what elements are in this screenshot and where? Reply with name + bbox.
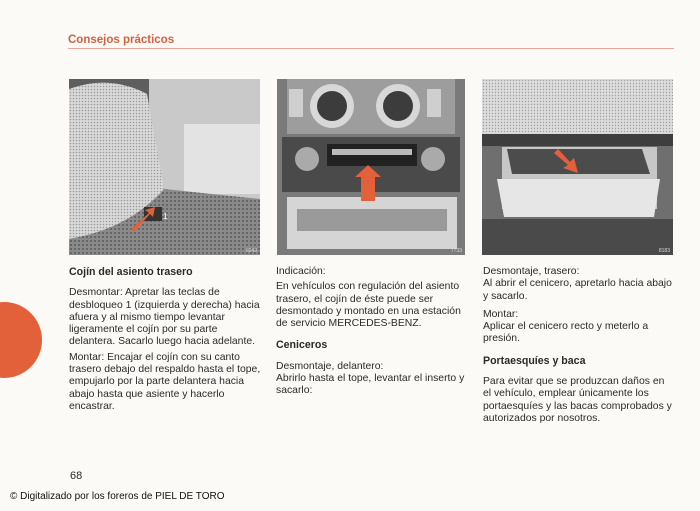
paragraph: Montar: Encajar el cojín con su canto trasero debajo del respaldo hasta el tope, empujarlo por la parte delantera hacia abajo hasta que asiente y hacerlo encastrar.	[69, 351, 261, 412]
scan-credit: © Digitalizado por los foreros de PIEL DE TORO	[10, 491, 225, 502]
paragraph: Desmontaje, trasero:	[483, 266, 580, 277]
cushion-release-photo	[69, 79, 260, 255]
column-rear-and-racks	[483, 266, 675, 428]
photo-code: 7733	[450, 248, 462, 254]
heading-cushion: Cojín del asiento trasero	[69, 266, 193, 278]
rear-ashtray-photo	[482, 79, 673, 255]
photo-code: 6243	[245, 248, 257, 254]
paragraph: En vehículos con regulación del asiento trasero, el cojín de éste puede ser desmontado y montado en una estación de servicio MERCEDES-BENZ.	[276, 281, 461, 330]
paragraph: Montar:	[483, 308, 519, 320]
front-ashtray-photo	[277, 79, 465, 255]
header-divider	[68, 48, 674, 49]
paragraph: Desmontar: Apretar las teclas de desbloqueo 1 (izquierda y derecha) hacia afuera y al mismo tiempo levantar ligeramente el cojín por su parte delantera. Sacarlo luego hacia adelante.	[69, 287, 260, 348]
column-ashtrays	[276, 266, 466, 401]
paragraph: Indicación:	[276, 266, 326, 277]
page-marker-tab	[0, 302, 42, 378]
section-title: Consejos prácticos	[68, 34, 175, 46]
photo-code: 8183	[658, 248, 670, 254]
page-number: 68	[70, 470, 83, 482]
svg-text:1: 1	[163, 212, 168, 221]
paragraph: Aplicar el cenicero recto y meterlo a presión.	[483, 321, 649, 345]
paragraph: Para evitar que se produzcan daños en el vehículo, emplear únicamente los portaesquíes y las bacas comprobados y autorizados por nosotros.	[483, 376, 672, 424]
heading-racks: Portaesquíes y baca	[483, 354, 586, 367]
paragraph: Desmontaje, delantero:	[276, 360, 384, 372]
paragraph: Abrirlo hasta el tope, levantar el inserto y sacarlo:	[276, 373, 465, 397]
paragraph: Al abrir el cenicero, apretarlo hacia abajo y sacarlo.	[483, 278, 672, 302]
column-cushion	[69, 266, 265, 416]
heading-ashtrays: Ceniceros	[276, 339, 328, 352]
